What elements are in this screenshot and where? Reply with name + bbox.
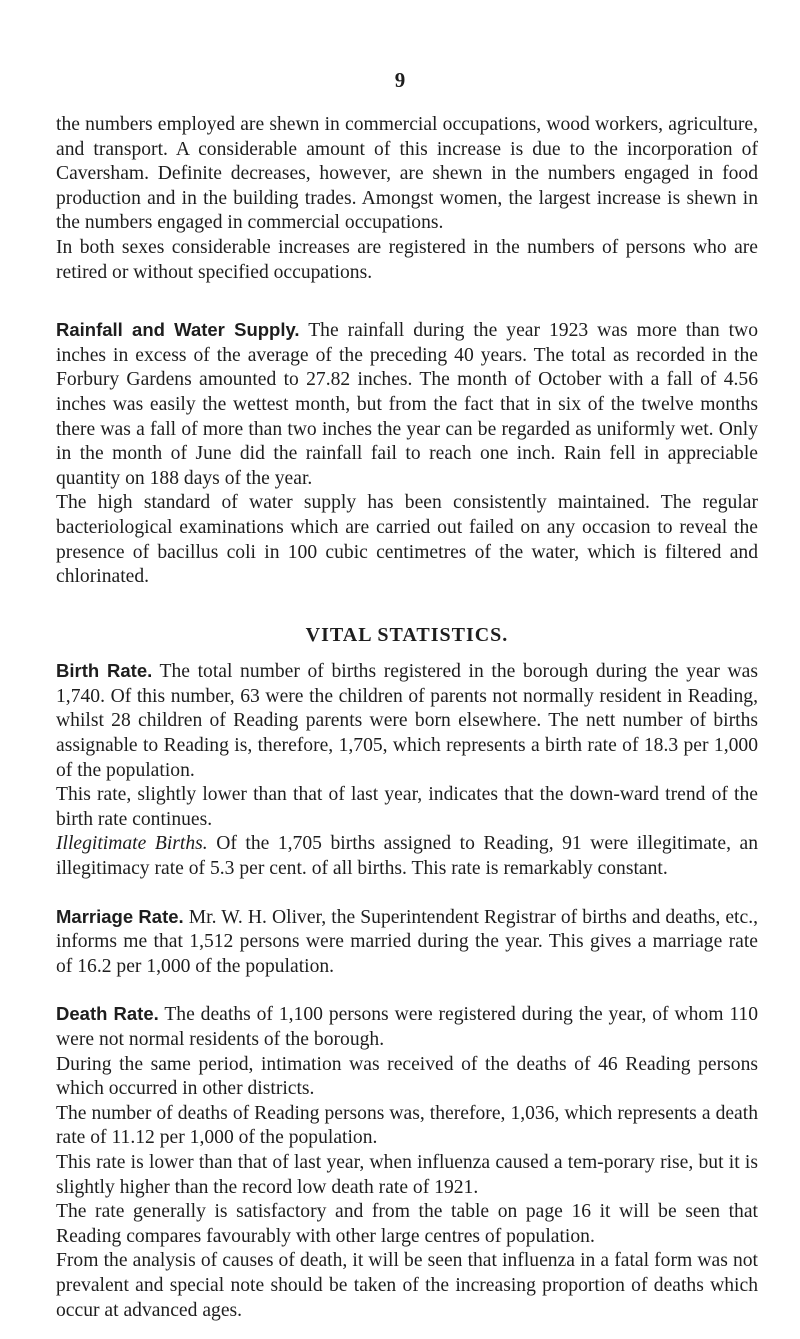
death-rate-paragraph [56,1002,758,1052]
birth-rate-text: The total number of births registered in the borough during the year was 1,740. Of this number, 63 were the children of parents not normally resident in Reading, whilst 28 children of Reading parents were born elsewhere. The nett number of births assignable to Reading is, therefore, 1,705, which represents a birth rate of 18.3 per 1,000 of the population. [56,661,759,781]
intro-paragraph-2: In both sexes considerable increases are registered in the numbers of persons who are retired or without specified occupations. [56,236,758,283]
rainfall-paragraph [56,318,758,491]
illegitimate-births-heading: Illegitimate Births. [56,833,208,855]
intro-paragraph: the numbers employed are shewn in commercial occupations, wood workers, agriculture, and transport. A considerable amount of this increase is due to the incorporation of Caversham. Definite decreases, however, are shewn in the numbers engaged in food production and in the building trades. Amongst women, the largest increase is shewn in the numbers engaged in commercial occupations. [56,114,758,234]
death-rate-heading: Death Rate. [56,1003,159,1025]
death-other-districts-paragraph: During the same period, intimation was received of the deaths of 46 Reading persons which occurred in other districts. [56,1053,758,1100]
death-causes-paragraph: From the analysis of causes of death, it will be seen that influenza in a fatal form was not prevalent and special note should be taken of the increasing proportion of deaths which occur at advanced ages. [56,1250,758,1321]
marriage-rate-heading: Marriage Rate. [56,905,184,927]
death-table-reference-paragraph: The rate generally is satisfactory and from the table on page 16 it will be seen that Reading compares favourably with other large centres of population. [56,1201,758,1247]
section-title-vital-statistics: VITAL STATISTICS. [305,623,509,646]
water-supply-paragraph: The high standard of water supply has been consistently maintained. The regular bacteriological examinations which are carried out failed on any occasion to reveal the presence of bacillus coli in 100 cubic centimetres of the water, which is filtered and chlorinated. [56,492,758,588]
birth-trend-paragraph: This rate, slightly lower than that of last year, indicates that the down-ward trend of the birth rate continues. [56,784,758,830]
document-body [56,113,758,1323]
death-total-paragraph: The number of deaths of Reading persons was, therefore, 1,036, which represents a death rate of 11.12 per 1,000 of the population. [56,1102,758,1149]
illegitimate-births-text: Of the 1,705 births assigned to Reading, 91 were illegitimate, an illegitimacy rate of 5.3 per cent. of all births. This rate is remarkably constant. [56,833,758,880]
death-rate-text: The deaths of 1,100 persons were registered during the year, of whom 110 were not normal residents of the borough. [56,1004,759,1050]
rainfall-heading: Rainfall and Water Supply. [56,319,300,341]
death-comparison-paragraph: This rate is lower than that of last year, when influenza caused a tem-porary rise, but it is slightly higher than the record low death rate of 1921. [56,1151,758,1198]
birth-rate-paragraph [56,659,758,783]
rainfall-text: The rainfall during the year 1923 was more than two inches in excess of the average of the preceding 40 years. The total as recorded in the Forbury Gardens amounted to 27.82 inches. The month of October with a fall of 4.56 inches was easily the wettest month, but from the fact that in six of the twelve months there was a fall of more than two inches the year can be regarded as uniformly wet. Only in the month of June did the rainfall fail to reach one inch. Rain fell in appreciable quantity on 188 days of the year. [56,320,758,489]
marriage-rate-paragraph [56,905,758,980]
page-number: 9 [394,68,406,92]
marriage-rate-text: Mr. W. H. Oliver, the Superintendent Registrar of births and deaths, etc., informs me that 1,512 persons were married during the year. This gives a marriage rate of 16.2 per 1,000 of the population. [56,906,758,977]
illegitimate-births-paragraph [56,832,758,881]
birth-rate-heading: Birth Rate. [56,660,153,682]
